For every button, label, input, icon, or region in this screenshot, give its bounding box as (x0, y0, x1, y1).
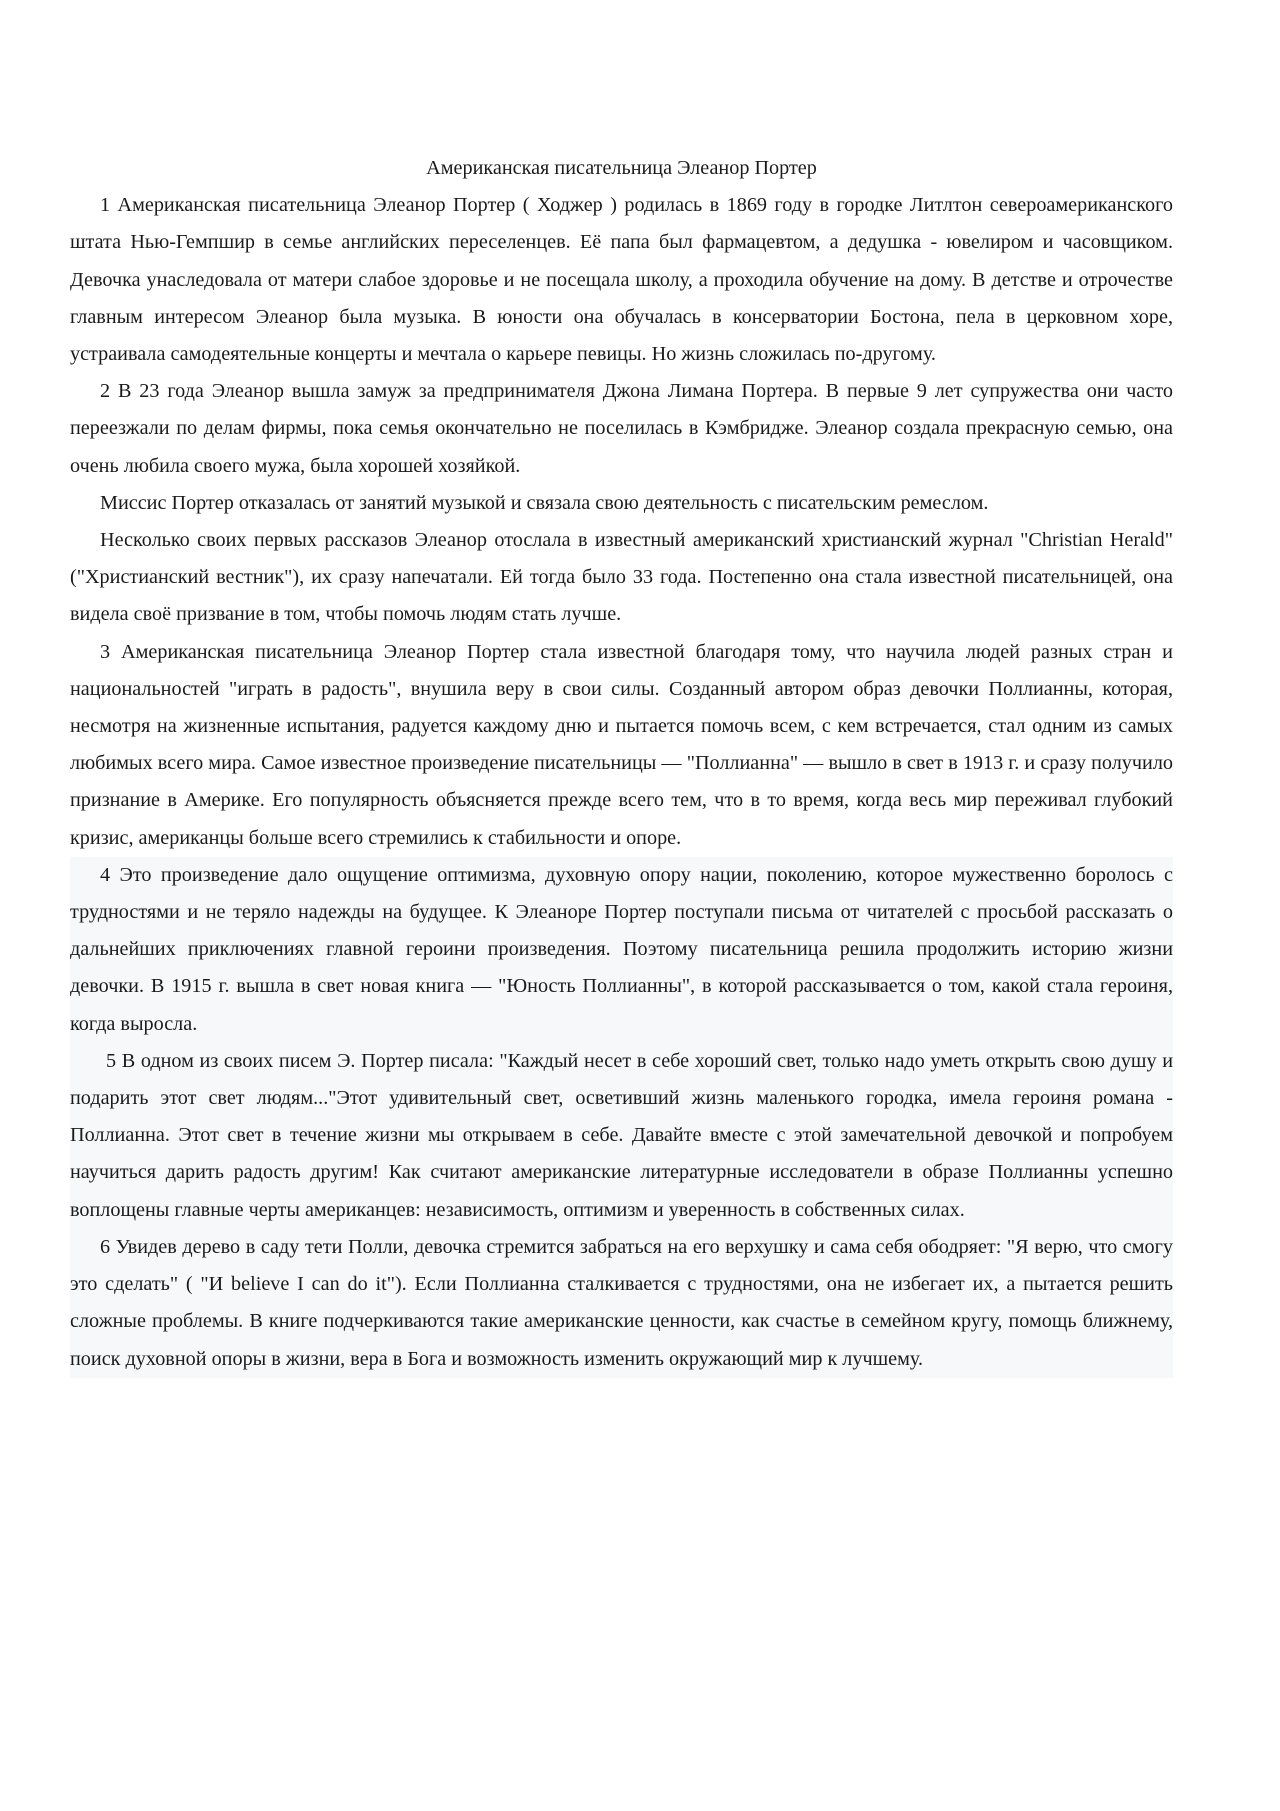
paragraph-4: Несколько своих первых рассказов Элеанор отослала в известный американский христианский журнал "Christian Herald" ("Христианский вестник"), их сразу напечатали. Ей тогда было 33 года. Постепенно она стала известной писательницей, она видела своё призвание в том, чтобы помочь людям стать лучше. (70, 529, 1173, 626)
document-title: Американская писательница Элеанор Портер (426, 157, 817, 179)
paragraph-6: 4 Это произведение дало ощущение оптимизма, духовную опору нации, поколению, которое мужественно боролось с трудностями и не теряло надежды на будущее. К Элеаноре Портер поступали письма от читателей с просьбой рассказать о дальнейших приключениях главной героини произведения. Поэтому писательница решила продолжить историю жизни девочки. В 1915 г. вышла в свет новая книга — "Юность Поллианны", в которой рассказывается о том, какой стала героиня, когда выросла. (70, 863, 1173, 1035)
paragraph-5: 3 Американская писательница Элеанор Портер стала известной благодаря тому, что научила людей разных стран и национальностей "играть в радость", внушила веру в свои силы. Созданный автором образ девочки Поллианны, которая, несмотря на жизненные испытания, радуется каждому дню и пытается помочь всем, с кем встречается, стал одним из самых любимых всего мира. Самое известное произведение писательницы — "Поллианна" — вышло в свет в 1913 г. и сразу получило признание в Америке. Его популярность объясняется прежде всего тем, что в то время, когда весь мир переживал глубокий кризис, американцы больше всего стремились к стабильности и опоре. (70, 640, 1173, 849)
document-page (70, 150, 1173, 1378)
paragraph-1: 1 Американская писательница Элеанор Портер ( Ходжер ) родилась в 1869 году в городке Литлтон североамериканского штата Нью-Гемпшир в семье английских переселенцев. Её папа был фармацевтом, а дедушка - ювелиром и часовщиком. Девочка унаследовала от матери слабое здоровье и не посещала школу, а проходила обучение на дому. В детстве и отрочестве главным интересом Элеанор была музыка. В юности она обучалась в консерватории Бостона, пела в церковном хоре, устраивала самодеятельные концерты и мечтала о карьере певицы. Но жизнь сложилась по-другому. (70, 194, 1173, 366)
paragraph-2: 2 В 23 года Элеанор вышла замуж за предпринимателя Джона Лимана Портера. В первые 9 лет супружества они часто переезжали по делам фирмы, пока семья окончательно не поселилась в Кэмбридже. Элеанор создала прекрасную семью, она очень любила своего мужа, была хорошей хозяйкой. (70, 380, 1173, 477)
paragraph-3: Миссис Портер отказалась от занятий музыкой и связала свою деятельность с писательским ремеслом. (100, 491, 989, 514)
highlighted-section (70, 857, 1173, 1378)
paragraph-7: 5 В одном из своих писем Э. Портер писала: "Каждый несет в себе хороший свет, только надо уметь открыть свою душу и подарить этот свет людям..."Этот удивительный свет, осветивший жизнь маленького городка, имела героиня романа - Поллианна. Этот свет в течение жизни мы открываем в себе. Давайте вместе с этой замечательной девочкой и попробуем научиться дарить радость другим! Как считают американские литературные исследователи в образе Поллианны успешно воплощены главные черты американцев: независимость, оптимизм и уверенность в собственных силах. (70, 1049, 1173, 1221)
paragraph-8: 6 Увидев дерево в саду тети Полли, девочка стремится забраться на его верхушку и сама себя ободряет: "Я верю, что смогу это сделать" ( "И believe I can do it"). Если Поллианна сталкивается с трудностями, она не избегает их, а пытается решить сложные проблемы. В книге подчеркиваются такие американские ценности, как счастье в семейном кругу, помощь ближнему, поиск духовной опоры в жизни, вера в Бога и возможность изменить окружающий мир к лучшему. (70, 1235, 1173, 1370)
